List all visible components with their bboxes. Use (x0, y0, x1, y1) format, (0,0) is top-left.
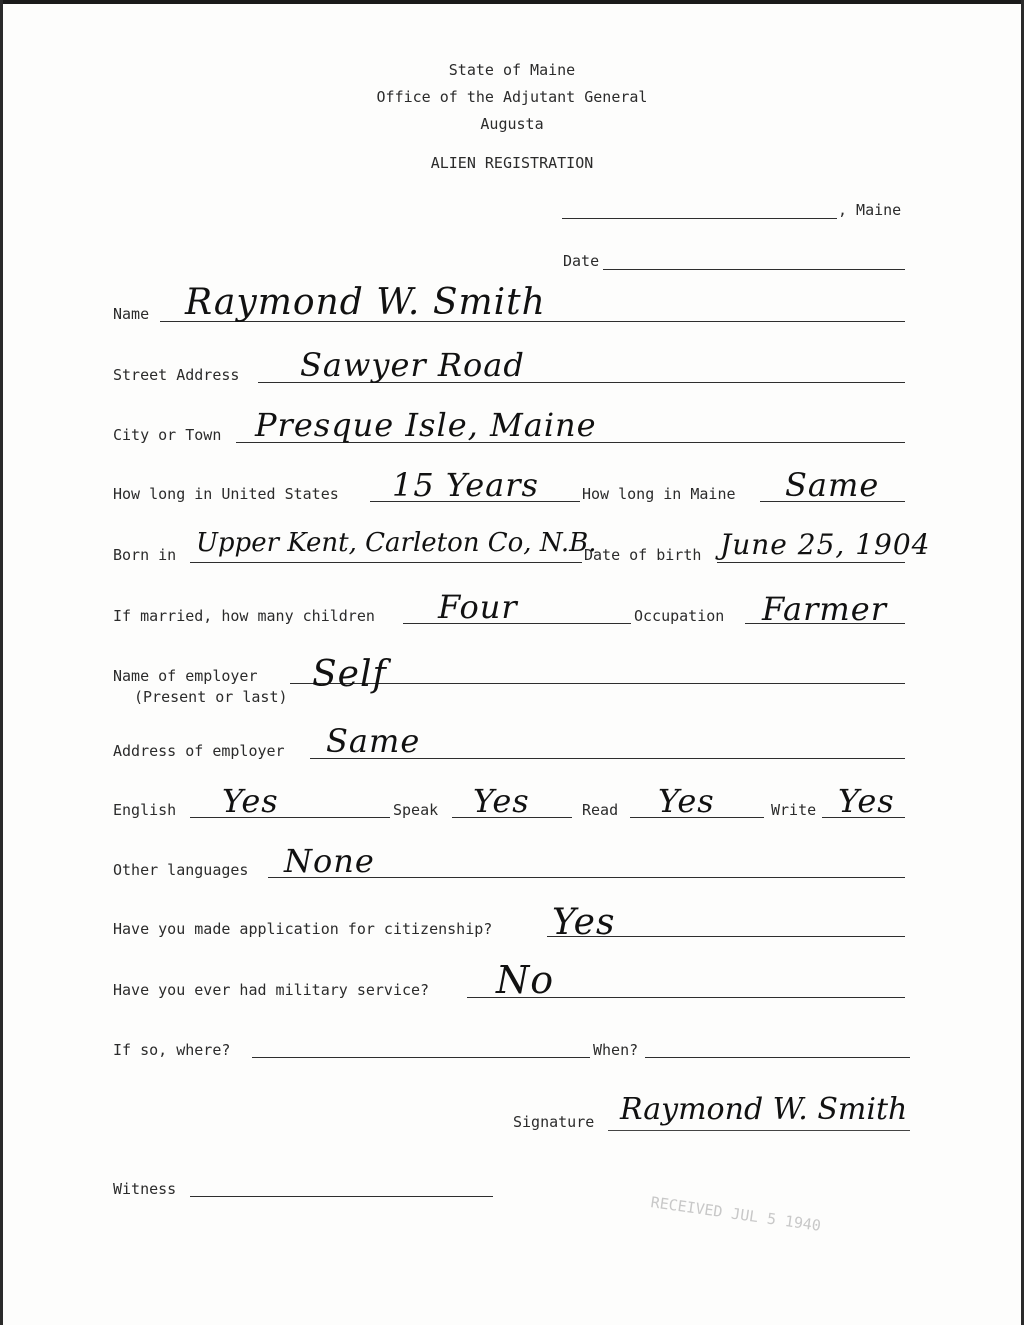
signature-line (608, 1130, 910, 1131)
signature-value: Raymond W. Smith (620, 1092, 908, 1127)
citizenship-label: Have you made application for citizenship? (113, 920, 493, 938)
english-label: English (113, 801, 177, 819)
where-label: If so, where? (113, 1041, 231, 1059)
speak-value: Yes (473, 782, 530, 820)
write-value: Yes (838, 782, 895, 820)
city-label: City or Town (113, 426, 222, 444)
occupation-label: Occupation (634, 607, 725, 625)
header-office: Office of the Adjutant General (376, 88, 648, 106)
name-label: Name (113, 305, 150, 323)
city-value: Presque Isle, Maine (255, 406, 597, 444)
employer-address-label: Address of employer (113, 742, 285, 760)
header-city: Augusta (480, 115, 544, 133)
dob-label: Date of birth (584, 546, 702, 564)
street-value: Sawyer Road (300, 346, 525, 384)
date-label: Date (563, 252, 600, 270)
maine-duration-value: Same (785, 466, 880, 504)
write-label: Write (771, 801, 817, 819)
other-languages-label: Other languages (113, 861, 249, 879)
name-value: Raymond W. Smith (185, 282, 546, 323)
scan-edge-top (0, 0, 1024, 4)
military-value: No (496, 958, 555, 1002)
employer-label: Name of employer (113, 667, 258, 685)
signature-label: Signature (513, 1113, 595, 1131)
street-label: Street Address (113, 366, 240, 384)
where-line (252, 1057, 590, 1058)
children-label: If married, how many children (113, 607, 375, 625)
dob-value: June 25, 1904 (720, 528, 931, 561)
read-value: Yes (658, 782, 715, 820)
date-line (603, 269, 905, 270)
military-label: Have you ever had military service? (113, 981, 430, 999)
occupation-value: Farmer (762, 590, 887, 628)
place-suffix: , Maine (838, 201, 902, 219)
english-line (190, 817, 390, 818)
speak-label: Speak (393, 801, 439, 819)
born-line (190, 562, 582, 563)
when-label: When? (593, 1041, 639, 1059)
us-duration-label: How long in United States (113, 485, 339, 503)
dob-line (717, 562, 905, 563)
witness-label: Witness (113, 1180, 177, 1198)
other-languages-value: None (284, 842, 375, 880)
born-label: Born in (113, 546, 177, 564)
employer-sublabel: (Present or last) (134, 688, 288, 706)
scan-edge-left (0, 0, 3, 1325)
english-value: Yes (222, 782, 279, 820)
witness-line (190, 1196, 493, 1197)
employer-value: Self (312, 654, 387, 695)
citizenship-value: Yes (552, 902, 616, 943)
place-line (562, 218, 837, 219)
born-value: Upper Kent, Carleton Co, N.B. (196, 528, 597, 558)
us-duration-value: 15 Years (392, 466, 539, 504)
maine-duration-label: How long in Maine (582, 485, 736, 503)
children-value: Four (438, 588, 518, 626)
form-title: ALIEN REGISTRATION (430, 154, 594, 172)
received-stamp: RECEIVED JUL 5 1940 (649, 1193, 823, 1235)
employer-address-value: Same (326, 722, 421, 760)
header-state: State of Maine (448, 61, 576, 79)
read-label: Read (582, 801, 619, 819)
when-line (645, 1057, 910, 1058)
